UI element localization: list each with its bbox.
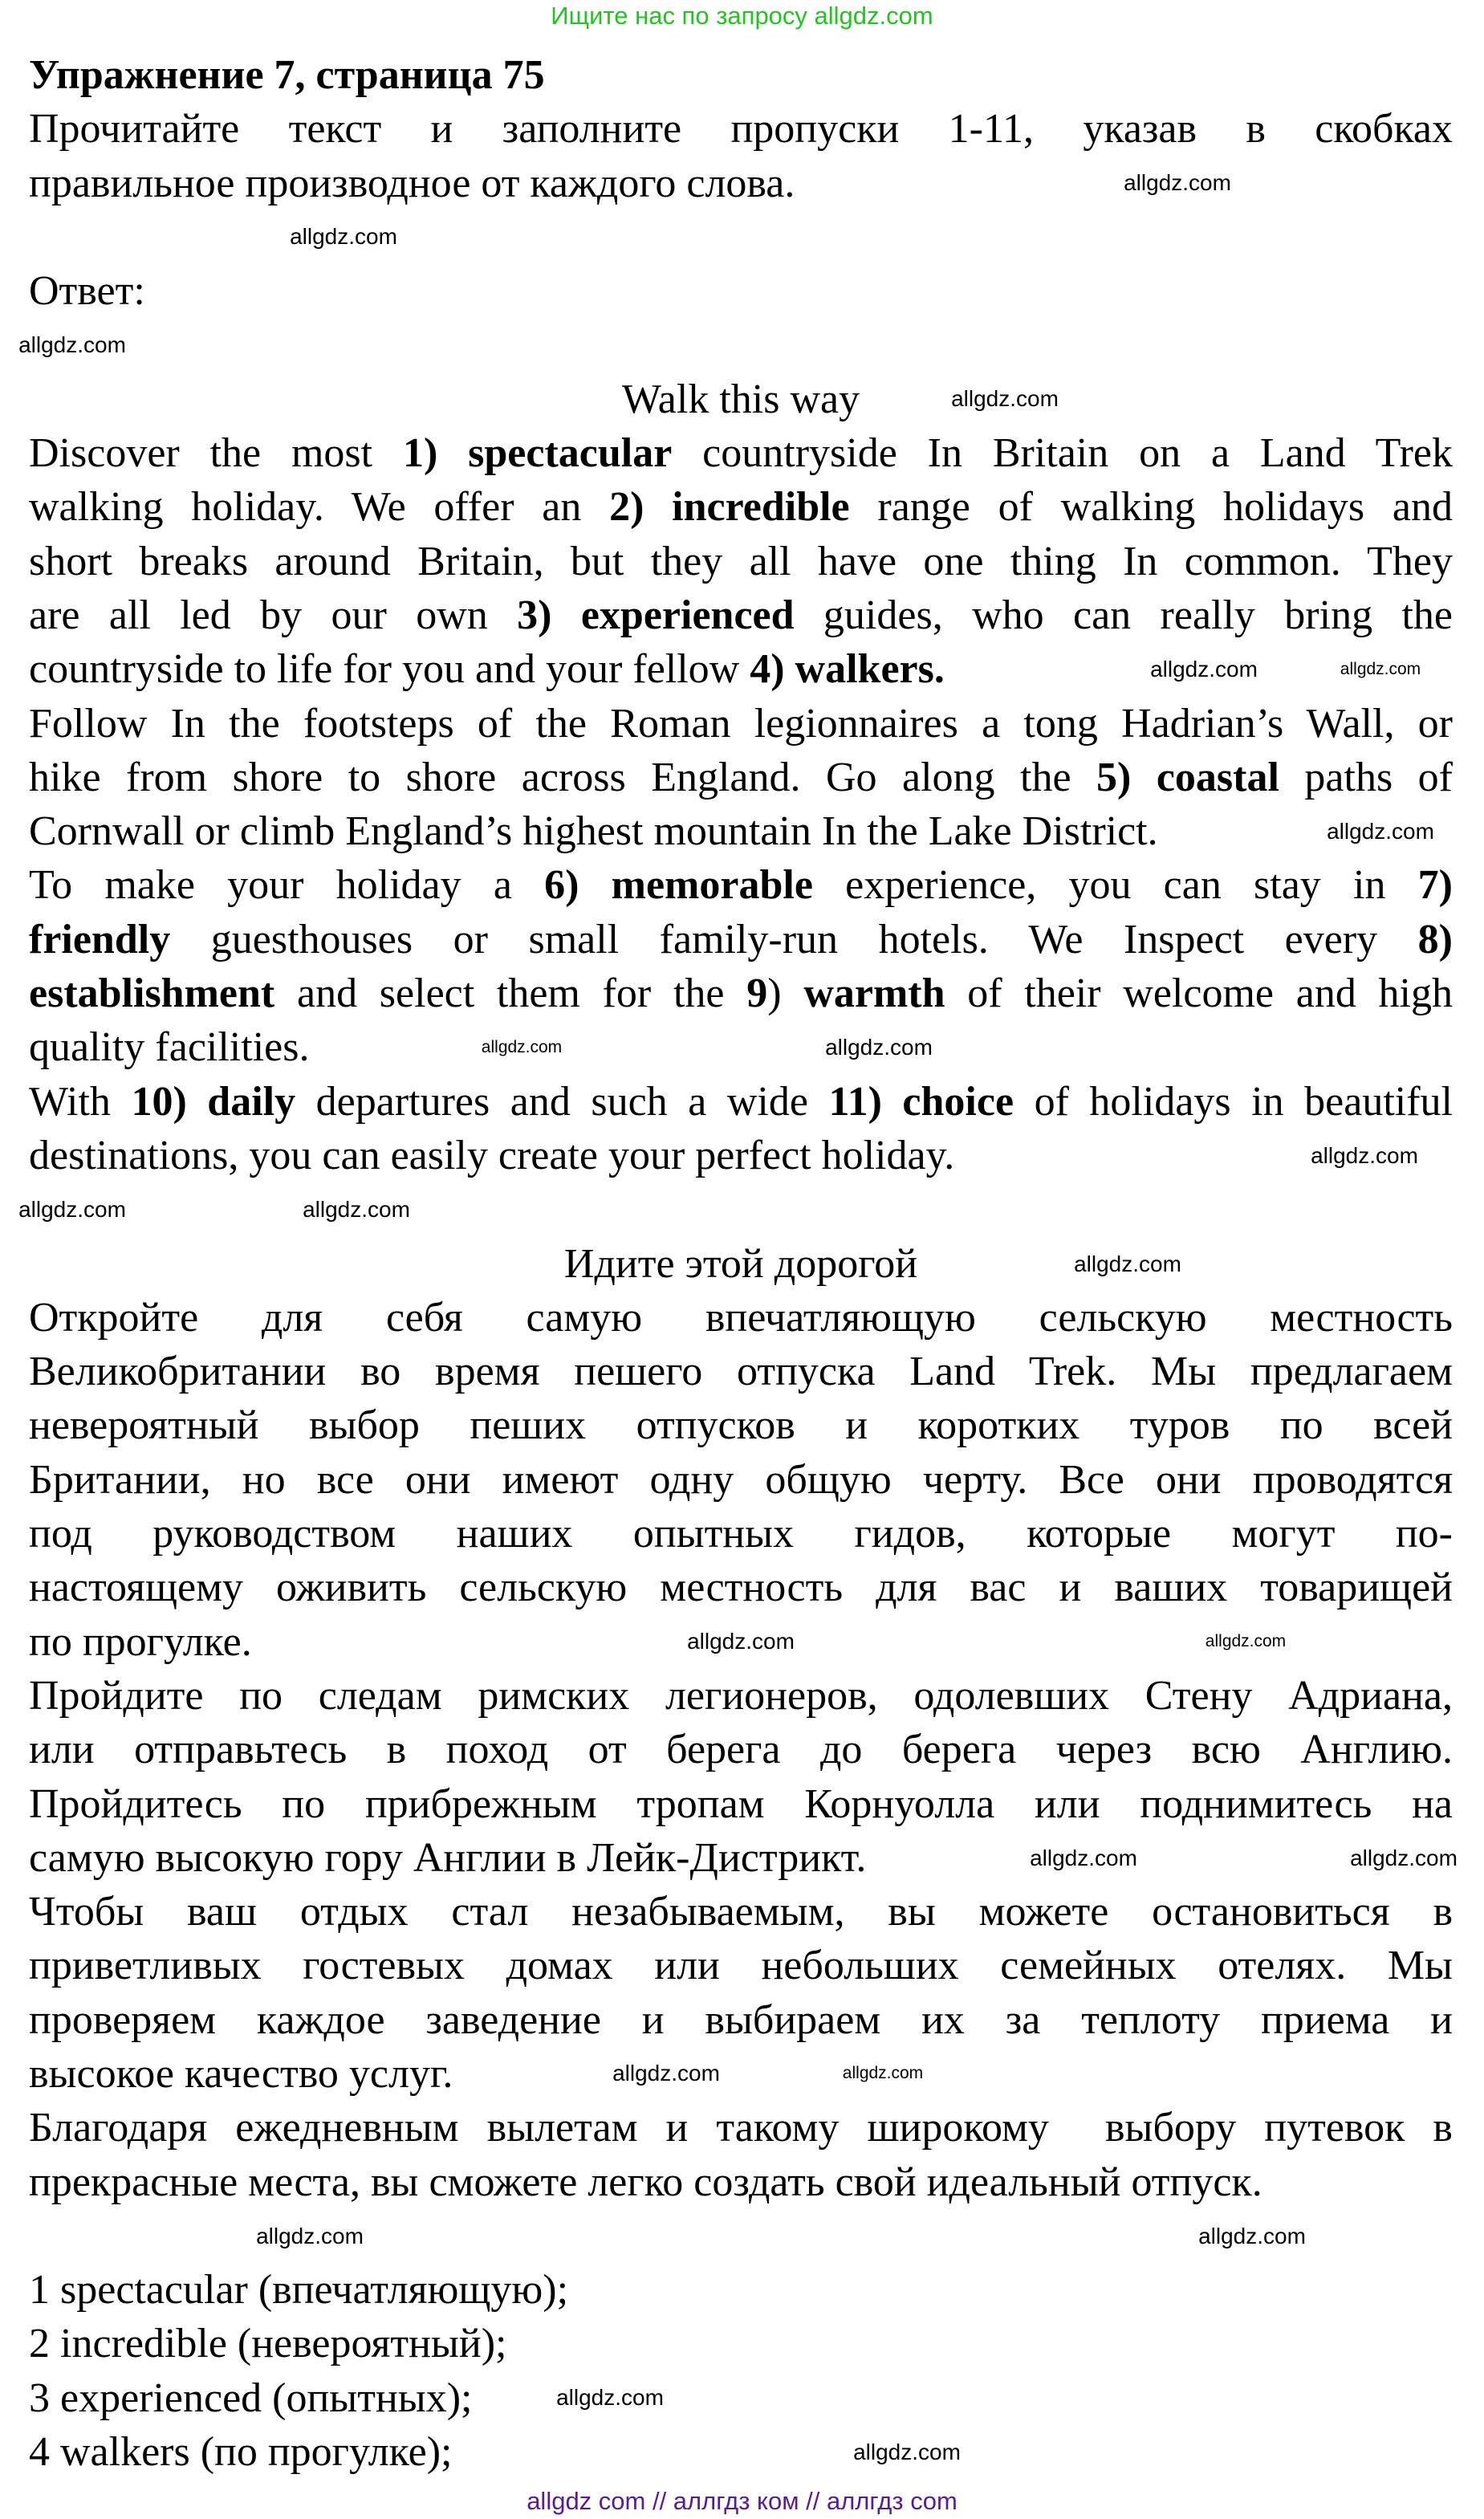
text-line bbox=[29, 2155, 1262, 2209]
answer-word: 3) experienced bbox=[517, 592, 795, 638]
watermark: allgdz.com bbox=[1350, 1846, 1458, 1870]
text-line bbox=[29, 1939, 1453, 1992]
text-segment: With bbox=[29, 1078, 132, 1125]
watermark: allgdz.com bbox=[951, 386, 1059, 411]
text-segment: To make your holiday a bbox=[29, 862, 545, 909]
text-segment: Британии, но все они имеют одну общую черту. Все они проводятся bbox=[29, 1456, 1453, 1503]
answer-word: 6) memorable bbox=[544, 862, 813, 909]
watermark: allgdz.com bbox=[612, 2061, 720, 2086]
text-line bbox=[29, 966, 1453, 1020]
paragraph bbox=[29, 1075, 1453, 1183]
answer-text: 4 walkers (по прогулке); bbox=[29, 2429, 453, 2476]
text-segment: and select them for the bbox=[274, 971, 747, 1017]
answer-item bbox=[29, 2317, 506, 2370]
answer-word: establishment bbox=[29, 971, 275, 1017]
watermark: allgdz.com bbox=[1340, 660, 1421, 678]
answer-word: 9 bbox=[746, 971, 768, 1017]
text-line bbox=[29, 1398, 1453, 1452]
top-banner: Ищите нас по запросу allgdz.com bbox=[551, 2, 933, 30]
text-line bbox=[29, 804, 1158, 858]
text-segment: самую высокую гору Англии в Лейк-Дистрикт. bbox=[29, 1834, 867, 1881]
text-line bbox=[29, 858, 1453, 912]
answer-item bbox=[29, 2371, 473, 2425]
paragraph bbox=[29, 1291, 1453, 1669]
paragraph bbox=[29, 697, 1453, 859]
answer-item bbox=[29, 2263, 568, 2317]
text-line bbox=[29, 913, 1453, 966]
text-segment: Follow In the footsteps of the Roman legionnaires a tong Hadrian’s Wall, or bbox=[29, 700, 1453, 747]
text-line bbox=[29, 1831, 866, 1885]
watermark: allgdz.com bbox=[1311, 1143, 1418, 1168]
text-segment: Откройте для себя самую впечатляющую сельскую местность bbox=[29, 1294, 1453, 1341]
watermark: allgdz.com bbox=[1198, 2224, 1306, 2248]
watermark: allgdz.com bbox=[1150, 657, 1258, 682]
answer-label: Ответ: bbox=[29, 268, 145, 315]
text-segment: настоящему оживить сельскую местность для вас и ваших товарищей bbox=[29, 1565, 1453, 1611]
text-line bbox=[29, 697, 1453, 751]
text-segment: Чтобы ваш отдых стал незабываемым, вы можете остановиться в bbox=[29, 1889, 1453, 1935]
text-segment: paths of bbox=[1279, 754, 1453, 800]
russian-text-title: Идите этой дорогой bbox=[563, 1240, 918, 1287]
instructions-line: Прочитайте текст и заполните пропуски 1-11, указав в скобках bbox=[29, 106, 1453, 153]
text-segment: высокое качество услуг. bbox=[29, 2050, 453, 2097]
text-segment: Великобритании во время пешего отпуска Land Trek. Мы предлагаем bbox=[29, 1349, 1453, 1395]
text-line bbox=[29, 480, 1453, 534]
watermark: allgdz.com bbox=[853, 2440, 961, 2464]
answer-word: warmth bbox=[803, 971, 945, 1017]
exercise-content bbox=[29, 48, 1453, 2479]
exercise-title: Упражнение 7, страница 75 bbox=[29, 52, 545, 98]
text-line bbox=[29, 1777, 1453, 1831]
text-segment: Благодаря ежедневным вылетам и такому широкому выбору путевок в bbox=[29, 2105, 1453, 2151]
paragraph bbox=[29, 2101, 1453, 2209]
text-line bbox=[29, 588, 1453, 642]
answer-text: 3 experienced (опытных); bbox=[29, 2375, 473, 2421]
watermark: allgdz.com bbox=[556, 2385, 664, 2410]
text-line bbox=[29, 1129, 954, 1182]
paragraph bbox=[29, 858, 1453, 1074]
text-segment: countryside In Britain on a Land Trek bbox=[672, 430, 1454, 477]
answer-word: 5) coastal bbox=[1096, 754, 1279, 800]
watermark: allgdz.com bbox=[1074, 1251, 1181, 1276]
text-line bbox=[29, 1723, 1453, 1776]
russian-text bbox=[29, 1291, 1453, 2209]
text-segment: guesthouses or small family-run hotels. We Inspect every bbox=[170, 916, 1418, 962]
text-segment: short breaks around Britain, but they all have one thing In common. They bbox=[29, 538, 1453, 584]
answer-item bbox=[29, 2425, 453, 2479]
text-line bbox=[29, 1020, 309, 1074]
watermark: allgdz.com bbox=[842, 2064, 924, 2082]
english-text bbox=[29, 426, 1453, 1182]
watermark: allgdz.com bbox=[1030, 1846, 1137, 1870]
watermark: allgdz.com bbox=[18, 332, 126, 357]
answer-word: 2) incredible bbox=[609, 484, 850, 531]
watermark: allgdz.com bbox=[1327, 819, 1434, 844]
text-segment: Пройдите по следам римских легионеров, одолевших Стену Адриана, bbox=[29, 1672, 1453, 1719]
text-line bbox=[29, 1507, 1453, 1561]
watermark: allgdz.com bbox=[687, 1629, 795, 1654]
text-segment: range of walking holidays and bbox=[849, 484, 1453, 531]
text-line bbox=[29, 1345, 1453, 1398]
text-line bbox=[29, 1291, 1453, 1345]
text-segment: experience, you can stay in bbox=[812, 862, 1418, 909]
instructions-line: правильное производное от каждого слова. bbox=[29, 160, 795, 206]
text-line bbox=[29, 751, 1453, 804]
answer-word: friendly bbox=[29, 916, 171, 962]
text-segment: невероятный выбор пеших отпусков и коротких туров по всей bbox=[29, 1402, 1453, 1449]
text-line bbox=[29, 535, 1453, 588]
text-segment: прекрасные места, вы сможете легко создать свой идеальный отпуск. bbox=[29, 2159, 1262, 2205]
text-segment: of their welcome and high bbox=[945, 971, 1453, 1017]
text-line bbox=[29, 426, 1453, 480]
text-segment: Пройдитесь по прибрежным тропам Корнуолла или поднимитесь на bbox=[29, 1780, 1453, 1827]
text-segment: по прогулке. bbox=[29, 1618, 252, 1665]
text-segment: walking holiday. We offer an bbox=[29, 484, 610, 531]
watermark: allgdz.com bbox=[1205, 1632, 1287, 1650]
watermark: allgdz.com bbox=[303, 1197, 410, 1222]
text-line bbox=[29, 642, 945, 696]
text-segment: Discover the most bbox=[29, 430, 403, 477]
answer-text: 2 incredible (невероятный); bbox=[29, 2321, 507, 2367]
text-line bbox=[29, 1669, 1453, 1723]
answer-text: 1 spectacular (впечатляющую); bbox=[29, 2267, 569, 2313]
answer-word: 8) bbox=[1417, 916, 1453, 962]
watermark: allgdz.com bbox=[18, 1197, 126, 1222]
text-line bbox=[29, 2047, 453, 2101]
watermark: allgdz.com bbox=[1124, 170, 1231, 195]
english-text-title: Walk this way bbox=[621, 376, 860, 422]
answer-word: 1) spectacular bbox=[402, 430, 673, 477]
watermark: allgdz.com bbox=[825, 1035, 933, 1060]
watermark: allgdz.com bbox=[290, 224, 397, 249]
text-segment: приветливых гостевых домах или небольших семейных отелях. Мы bbox=[29, 1943, 1453, 1989]
text-segment: hike from shore to shore across England. Go along the bbox=[29, 754, 1097, 800]
paragraph bbox=[29, 1669, 1453, 1885]
footer-watermark: allgdz com // аллгдз ком // аллгдз com bbox=[527, 2487, 957, 2515]
text-segment: или отправьтесь в поход от берега до берега через всю Англию. bbox=[29, 1727, 1453, 1773]
text-segment: ) bbox=[767, 971, 804, 1017]
text-segment: are all led by our own bbox=[29, 592, 518, 638]
watermark: allgdz.com bbox=[481, 1038, 563, 1056]
text-line bbox=[29, 1993, 1453, 2047]
text-line bbox=[29, 1453, 1453, 1507]
answer-word: 11) choice bbox=[828, 1078, 1014, 1125]
text-line bbox=[29, 2101, 1453, 2155]
text-line bbox=[29, 1075, 1453, 1129]
answer-word: 10) daily bbox=[131, 1078, 296, 1125]
text-segment: quality facilities. bbox=[29, 1024, 310, 1071]
text-line bbox=[29, 1885, 1453, 1939]
watermark: allgdz.com bbox=[256, 2224, 364, 2248]
text-segment: departures and such a wide bbox=[295, 1078, 829, 1125]
answer-word: 7) bbox=[1417, 862, 1453, 909]
text-segment: под руководством наших опытных гидов, которые могут по- bbox=[29, 1511, 1453, 1557]
text-line bbox=[29, 1561, 1453, 1614]
text-segment: Cornwall or climb England’s highest mountain In the Lake District. bbox=[29, 808, 1158, 855]
paragraph bbox=[29, 1885, 1453, 2101]
text-segment: destinations, you can easily create your perfect holiday. bbox=[29, 1132, 955, 1178]
text-line bbox=[29, 1615, 252, 1669]
text-segment: проверяем каждое заведение и выбираем их за теплоту приема и bbox=[29, 1996, 1453, 2043]
text-segment: of holidays in beautiful bbox=[1014, 1078, 1453, 1125]
text-segment: countryside to life for you and your fellow bbox=[29, 646, 750, 693]
answer-word: 4) walkers. bbox=[750, 646, 945, 693]
text-segment: guides, who can really bring the bbox=[794, 592, 1453, 638]
